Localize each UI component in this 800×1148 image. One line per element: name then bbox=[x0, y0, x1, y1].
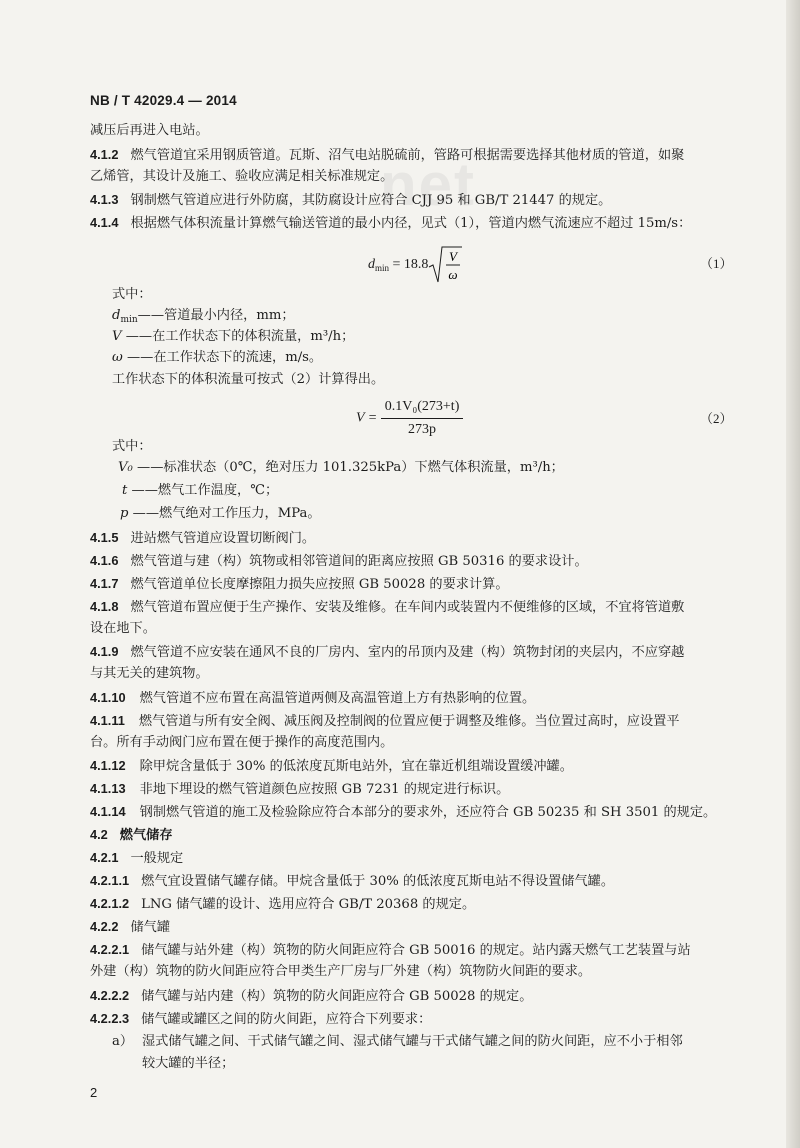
clause-text: 燃气管道布置应便于生产操作、安装及维修。在车间内或装置内不便维修的区域，不宜将管道敷 bbox=[130, 600, 685, 615]
clause-number: 4.2.2.1 bbox=[90, 942, 130, 957]
formula-coefficient: = 18.8 bbox=[389, 257, 429, 273]
section-number: 4.2 bbox=[90, 827, 108, 842]
section-title: 一般规定 bbox=[130, 851, 184, 866]
clause-number: 4.1.5 bbox=[90, 530, 119, 545]
clause-number: 4.1.10 bbox=[90, 690, 126, 705]
formula-2 bbox=[356, 397, 463, 440]
paragraph-line: 外建（构）筑物的防火间距应符合甲类生产厂房与厂外建（构）筑物防火间距的要求。 bbox=[90, 964, 592, 979]
equation-number: （2） bbox=[700, 411, 733, 426]
watermark: net bbox=[380, 151, 476, 218]
definition-omega bbox=[112, 348, 772, 368]
formula-subscript: min bbox=[375, 263, 390, 274]
clause-number: 4.1.2 bbox=[90, 147, 119, 162]
clause-4-1-10 bbox=[90, 688, 750, 709]
clause-number: 4.2.2.3 bbox=[90, 1011, 130, 1026]
clause-4-2-2-2 bbox=[90, 986, 750, 1007]
clause-text: 储气罐与站外建（构）筑物的防火间距应符合 GB 50016 的规定。站内露天燃气工艺装置与站 bbox=[141, 943, 691, 958]
page-edge-shadow bbox=[786, 0, 800, 1148]
clause-4-1-6 bbox=[90, 551, 750, 572]
fraction-numerator: V bbox=[449, 249, 458, 264]
clause-number: 4.1.11 bbox=[90, 713, 125, 728]
equation-number: （1） bbox=[700, 256, 733, 271]
paragraph-line: 乙烯管，其设计及施工、验收应满足相关标准规定。 bbox=[90, 169, 394, 184]
clause-4-2-1-1 bbox=[90, 871, 750, 892]
clause-text: 燃气管道不应布置在高温管道两侧及高温管道上方有热影响的位置。 bbox=[139, 691, 536, 706]
definition-text: ——燃气绝对工作压力，MPa。 bbox=[132, 506, 321, 521]
clause-text: 进站燃气管道应设置切断阀门。 bbox=[130, 531, 316, 546]
clause-4-1-3 bbox=[90, 190, 750, 211]
clause-4-1-14 bbox=[90, 802, 750, 823]
paragraph-line: 较大罐的半径； bbox=[142, 1056, 235, 1071]
formula-symbol: V = bbox=[356, 410, 381, 426]
definition-t bbox=[122, 481, 782, 501]
section-title: 燃气储存 bbox=[119, 828, 173, 843]
section-4-2-heading bbox=[90, 825, 750, 846]
clause-4-1-11 bbox=[90, 711, 750, 732]
section-number: 4.2.1 bbox=[90, 850, 119, 865]
clause-number: 4.1.3 bbox=[90, 192, 119, 207]
clause-text: 非地下埋设的燃气管道颜色应按照 GB 7231 的规定进行标识。 bbox=[139, 782, 510, 797]
list-marker: a） bbox=[112, 1034, 134, 1049]
clause-number: 4.2.1.2 bbox=[90, 896, 130, 911]
clause-text: LNG 储气罐的设计、选用应符合 GB/T 20368 的规定。 bbox=[141, 897, 476, 912]
formula-fraction bbox=[381, 397, 464, 440]
clause-number: 4.1.8 bbox=[90, 599, 119, 614]
fraction-numerator: 0.1V₀(273+t) bbox=[381, 397, 464, 419]
clause-4-1-7 bbox=[90, 574, 750, 595]
symbol-subscript: min bbox=[120, 315, 138, 325]
where-label: 式中： bbox=[112, 287, 152, 302]
section-4-2-2-heading bbox=[90, 917, 750, 938]
clause-text: 燃气宜设置储气罐存储。甲烷含量低于 30% 的低浓度瓦斯电站不得设置储气罐。 bbox=[141, 874, 615, 889]
definition-text: ——管道最小内径，mm； bbox=[137, 308, 295, 323]
definition-text: ——标准状态（0℃，绝对压力 101.325kPa）下燃气体积流量，m³/h； bbox=[137, 460, 564, 475]
paragraph-line: 台。所有手动阀门应布置在便于操作的高度范围内。 bbox=[90, 735, 394, 750]
symbol: V₀ bbox=[118, 460, 133, 475]
definition-v0 bbox=[118, 458, 778, 478]
paragraph-line: 工作状态下的体积流量可按式（2）计算得出。 bbox=[112, 372, 385, 387]
clause-4-1-13 bbox=[90, 779, 750, 800]
formula-1 bbox=[368, 245, 462, 285]
section-4-2-1-heading bbox=[90, 848, 750, 869]
standard-header: NB / T 42029.4 — 2014 bbox=[90, 93, 237, 108]
clause-number: 4.1.6 bbox=[90, 553, 119, 568]
symbol: t bbox=[122, 483, 128, 498]
section-number: 4.2.2 bbox=[90, 919, 119, 934]
definition-p bbox=[120, 504, 780, 524]
paragraph-line: 设在地下。 bbox=[90, 621, 156, 636]
clause-text: 钢制燃气管道应进行外防腐，其防腐设计应符合 CJJ 95 和 GB/T 21447 的规定。 bbox=[130, 193, 612, 208]
clause-text: 储气罐或罐区之间的防火间距，应符合下列要求： bbox=[141, 1012, 432, 1027]
clause-4-1-9 bbox=[90, 642, 750, 663]
page-number: 2 bbox=[90, 1085, 98, 1100]
symbol: p bbox=[120, 506, 129, 521]
where-label: 式中： bbox=[112, 439, 152, 454]
section-title: 储气罐 bbox=[130, 920, 171, 935]
clause-4-2-2-3 bbox=[90, 1009, 750, 1030]
definition-v bbox=[112, 327, 772, 347]
clause-4-1-2 bbox=[90, 145, 750, 166]
clause-4-1-8 bbox=[90, 597, 750, 618]
clause-4-1-5 bbox=[90, 528, 750, 549]
clause-4-1-4 bbox=[90, 213, 750, 234]
clause-number: 4.1.13 bbox=[90, 781, 126, 796]
clause-text: 燃气管道与建（构）筑物或相邻管道间的距离应按照 GB 50316 的要求设计。 bbox=[130, 554, 588, 569]
clause-number: 4.1.4 bbox=[90, 215, 119, 230]
formula-symbol: d bbox=[368, 257, 375, 273]
clause-text: 除甲烷含量低于 30% 的低浓度瓦斯电站外，宜在靠近机组端设置缓冲罐。 bbox=[139, 759, 573, 774]
definition-text: ——在工作状态下的流速，m/s。 bbox=[126, 350, 323, 365]
clause-text: 根据燃气体积流量计算燃气输送管道的最小内径，见式（1），管道内燃气流速应不超过 15m/s： bbox=[130, 216, 692, 231]
fraction-denominator: ω bbox=[448, 267, 459, 282]
fraction-denominator: 273p bbox=[408, 422, 437, 437]
clause-text: 钢制燃气管道的施工及检验除应符合本部分的要求外，还应符合 GB 50235 和 SH 3501 的规定。 bbox=[139, 805, 717, 820]
sqrt-fraction bbox=[428, 245, 462, 285]
clause-4-2-1-2 bbox=[90, 894, 750, 915]
symbol: d bbox=[112, 308, 121, 323]
clause-number: 4.2.1.1 bbox=[90, 873, 130, 888]
clause-text: 燃气管道与所有安全阀、减压阀及控制阀的位置应便于调整及维修。当位置过高时，应设置平 bbox=[138, 714, 680, 729]
clause-number: 4.1.12 bbox=[90, 758, 126, 773]
symbol: ω bbox=[112, 350, 123, 365]
clause-number: 4.1.7 bbox=[90, 576, 119, 591]
definition-text: ——在工作状态下的体积流量，m³/h； bbox=[125, 329, 355, 344]
clause-text: 燃气管道宜采用钢质管道。瓦斯、沼气电站脱硫前，管路可根据需要选择其他材质的管道，如聚 bbox=[130, 148, 685, 163]
list-item-a bbox=[112, 1032, 772, 1052]
clause-text: 燃气管道不应安装在通风不良的厂房内、室内的吊顶内及建（构）筑物封闭的夹层内，不应穿越 bbox=[130, 645, 685, 660]
list-item-text: 湿式储气罐之间、干式储气罐之间、湿式储气罐与干式储气罐之间的防火间距，应不小于相邻 bbox=[142, 1034, 683, 1049]
symbol: V bbox=[112, 329, 122, 344]
paragraph-line: 与其无关的建筑物。 bbox=[90, 666, 209, 681]
clause-4-1-12 bbox=[90, 756, 750, 777]
clause-4-2-2-1 bbox=[90, 940, 750, 961]
paragraph-line: 减压后再进入电站。 bbox=[90, 123, 209, 138]
clause-text: 燃气管道单位长度摩擦阻力损失应按照 GB 50028 的要求计算。 bbox=[130, 577, 509, 592]
clause-number: 4.1.14 bbox=[90, 804, 126, 819]
definition-text: ——燃气工作温度，℃； bbox=[131, 483, 279, 498]
clause-number: 4.1.9 bbox=[90, 644, 119, 659]
clause-text: 储气罐与站内建（构）筑物的防火间距应符合 GB 50028 的规定。 bbox=[141, 989, 533, 1004]
clause-number: 4.2.2.2 bbox=[90, 988, 130, 1003]
